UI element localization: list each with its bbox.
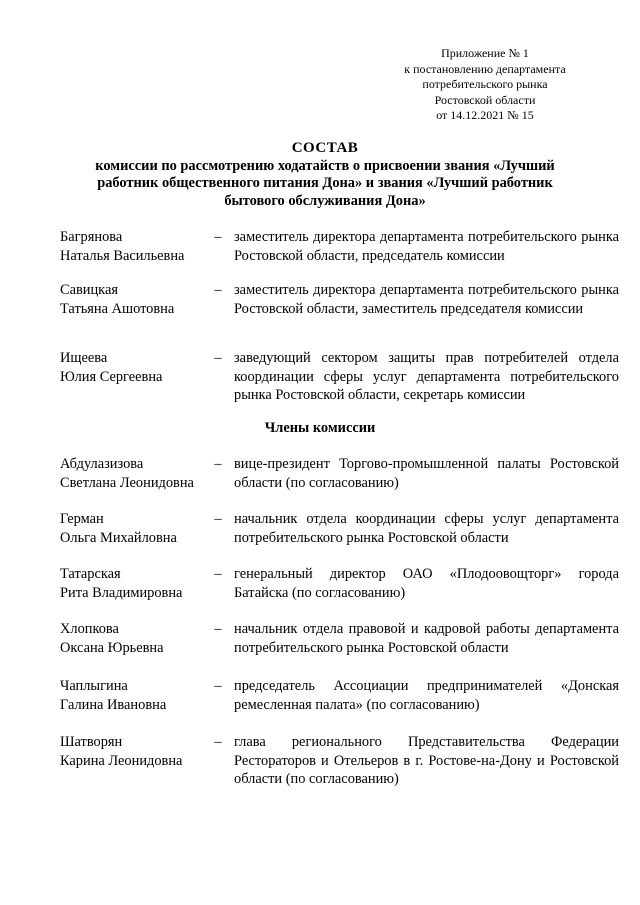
member-given-name: Татьяна Ашотовна (60, 300, 175, 317)
dash-separator: – (214, 456, 222, 472)
member-description: заведующий сектором защиты прав потребителей отдела координации сферы услуг департамента потребительского рынка Ростовской области, секретарь комиссии (234, 350, 619, 403)
member-name (60, 733, 210, 770)
member-given-name: Карина Леонидовна (60, 752, 183, 769)
document-heading (70, 140, 580, 210)
annex-line: Приложение № 1 (441, 46, 529, 60)
member-name (60, 281, 210, 318)
member-description: вице-президент Торгово-промышленной палаты Ростовской области (по согласованию) (234, 456, 619, 491)
annex-line: Ростовской области (434, 92, 536, 107)
member-surname: Савицкая (60, 282, 118, 298)
annex-line: к постановлению департамента (404, 61, 566, 76)
member-description: заместитель директора департамента потребительского рынка Ростовской области, председатель комиссии (234, 229, 619, 264)
member-surname: Ищеева (60, 350, 108, 366)
member-given-name: Рита Владимировна (60, 584, 183, 601)
dash-separator: – (214, 734, 222, 750)
annex-block (380, 46, 590, 124)
member-description: заместитель директора департамента потребительского рынка Ростовской области, заместитель председателя комиссии (234, 282, 619, 317)
member-given-name: Галина Ивановна (60, 696, 167, 713)
annex-line: потребительского рынка (422, 77, 548, 91)
document-title: СОСТАВ (291, 140, 359, 156)
dash-separator: – (214, 678, 222, 694)
member-name (60, 455, 210, 492)
member-description: глава регионального Представительства Федерации Рестораторов и Отельеров в г. Ростове-на-Дону и Ростовской области (по согласованию) (234, 734, 619, 787)
member-name (60, 620, 210, 657)
member-given-name: Наталья Васильевна (60, 247, 185, 264)
member-surname: Шатворян (60, 734, 123, 750)
dash-separator: – (214, 621, 222, 637)
heading-line: работник общественного питания Дона» и звания «Лучший работник (97, 175, 553, 191)
member-name (60, 349, 210, 386)
heading-line: комиссии по рассмотрению ходатайств о присвоении звания «Лучший (95, 157, 555, 174)
member-description: председатель Ассоциации предпринимателей «Донская ремесленная палата» (по согласованию) (234, 678, 619, 713)
annex-line: от 14.12.2021 № 15 (436, 108, 534, 122)
member-surname: Хлопкова (60, 621, 119, 637)
member-surname: Герман (60, 511, 104, 527)
member-surname: Чаплыгина (60, 678, 128, 694)
member-given-name: Ольга Михайловна (60, 529, 177, 546)
dash-separator: – (214, 229, 222, 245)
member-name (60, 510, 210, 547)
member-description: начальник отдела координации сферы услуг департамента потребительского рынка Ростовской области (234, 511, 619, 546)
member-name (60, 677, 210, 714)
members-heading: Члены комиссии (264, 420, 376, 436)
member-surname: Багрянова (60, 229, 123, 245)
dash-separator: – (214, 511, 222, 527)
member-surname: Татарская (60, 566, 121, 582)
dash-separator: – (214, 282, 222, 298)
member-given-name: Светлана Леонидовна (60, 474, 194, 491)
dash-separator: – (214, 566, 222, 582)
member-description: генеральный директор ОАО «Плодоовощторг» города Батайска (по согласованию) (234, 566, 619, 601)
member-name (60, 228, 210, 265)
dash-separator: – (214, 350, 222, 366)
member-given-name: Оксана Юрьевна (60, 639, 164, 656)
member-name (60, 565, 210, 602)
member-given-name: Юлия Сергеевна (60, 368, 163, 385)
heading-line: бытового обслуживания Дона» (224, 192, 426, 209)
member-surname: Абдулазизова (60, 456, 144, 472)
member-description: начальник отдела правовой и кадровой работы департамента потребительского рынка Ростовской области (234, 621, 619, 656)
